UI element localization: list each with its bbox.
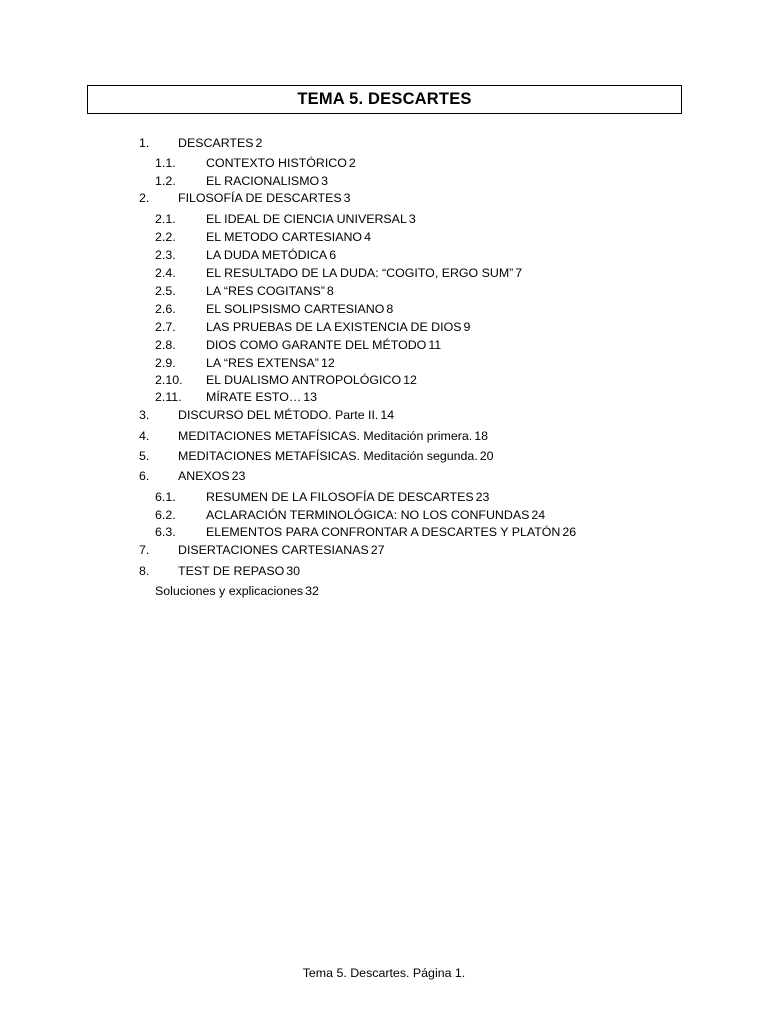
toc-entry-number: 1.1. bbox=[155, 156, 176, 170]
toc-entry-label: ACLARACIÓN TERMINOLÓGICA: NO LOS CONFUNDAS bbox=[206, 508, 530, 522]
toc-entry-page: 2 bbox=[348, 156, 356, 170]
toc-entry-number: 2.5. bbox=[155, 284, 176, 298]
toc-entry-label: DIOS COMO GARANTE DEL MÉTODO bbox=[206, 338, 427, 352]
toc-entry-page: 24 bbox=[531, 508, 546, 522]
toc-entry-label: LAS PRUEBAS DE LA EXISTENCIA DE DIOS bbox=[206, 320, 462, 334]
toc-entry-number: 2.9. bbox=[155, 356, 176, 370]
toc-entry-label: LA DUDA METÓDICA bbox=[206, 248, 328, 262]
toc-entry-label: MÍRATE ESTO… bbox=[206, 390, 302, 404]
toc-entry-number: 6.1. bbox=[155, 490, 176, 504]
toc-entry-page: 9 bbox=[463, 320, 471, 334]
toc-entry-label: TEST DE REPASO bbox=[178, 564, 285, 578]
toc-entry-number: 1.2. bbox=[155, 174, 176, 188]
toc-entry-number: 2. bbox=[139, 191, 150, 205]
toc-entry-page: 27 bbox=[370, 543, 385, 557]
toc-entry-number: 3. bbox=[139, 408, 150, 422]
toc-entry-page: 14 bbox=[380, 408, 395, 422]
toc-entry-label: EL IDEAL DE CIENCIA UNIVERSAL bbox=[206, 212, 407, 226]
toc-entry-number: 2.6. bbox=[155, 302, 176, 316]
toc-entry-number: 2.1. bbox=[155, 212, 176, 226]
toc-entry-page: 8 bbox=[326, 284, 334, 298]
toc-entry-label: LA “RES EXTENSA” bbox=[206, 356, 319, 370]
toc-entry-page: 3 bbox=[321, 174, 329, 188]
toc-entry-label: EL RACIONALISMO bbox=[206, 174, 320, 188]
toc-entry-page: 32 bbox=[305, 584, 319, 598]
toc-entry-number: 2.3. bbox=[155, 248, 176, 262]
toc-entry-label: CONTEXTO HISTÓRICO bbox=[206, 156, 347, 170]
toc-entry-number: 8. bbox=[139, 564, 150, 578]
toc-entry-number: 2.4. bbox=[155, 266, 176, 280]
toc-entry-number: 5. bbox=[139, 449, 150, 463]
toc-entry-number: 1. bbox=[139, 136, 150, 150]
toc-entry-label: MEDITACIONES METAFÍSICAS. Meditación segunda. bbox=[178, 449, 478, 463]
toc-entry-page: 26 bbox=[562, 525, 577, 539]
toc-entry-number: 6.3. bbox=[155, 525, 176, 539]
toc-entry-page: 18 bbox=[474, 429, 489, 443]
toc-entry-page: 30 bbox=[286, 564, 301, 578]
toc-entry-label: RESUMEN DE LA FILOSOFÍA DE DESCARTES bbox=[206, 490, 474, 504]
toc-entry-number: 2.10. bbox=[155, 373, 183, 387]
toc-entry-number: 2.11. bbox=[155, 390, 182, 404]
toc-entry-label: EL RESULTADO DE LA DUDA: “COGITO, ERGO SUM” bbox=[206, 266, 514, 280]
toc-entry-page: 3 bbox=[343, 191, 351, 205]
toc-entry-label: MEDITACIONES METAFÍSICAS. Meditación primera. bbox=[178, 429, 473, 443]
toc-entry-label: DISCURSO DEL MÉTODO. Parte II. bbox=[178, 408, 379, 422]
document-title: TEMA 5. DESCARTES bbox=[297, 90, 472, 108]
toc-entry-page: 12 bbox=[403, 373, 417, 387]
toc-entry-label: DESCARTES bbox=[178, 136, 254, 150]
toc-entry-number: 2.8. bbox=[155, 338, 176, 352]
toc-entry-label: ANEXOS bbox=[178, 469, 230, 483]
toc-entry-label: DISERTACIONES CARTESIANAS bbox=[178, 543, 369, 557]
toc-entry-number: 2.2. bbox=[155, 230, 176, 244]
toc-entry-label: EL SOLIPSISMO CARTESIANO bbox=[206, 302, 385, 316]
toc-entry-page: 4 bbox=[364, 230, 371, 244]
toc-entry-label: ELEMENTOS PARA CONFRONTAR A DESCARTES Y PLATÓN bbox=[206, 525, 561, 539]
toc-entry-number: 6. bbox=[139, 469, 150, 483]
toc-entry-page: 2 bbox=[255, 136, 263, 150]
toc-entry-page: 12 bbox=[320, 356, 335, 370]
toc-entry-page: 13 bbox=[303, 390, 318, 404]
toc-entry-page: 7 bbox=[515, 266, 523, 280]
toc-entry-number: 4. bbox=[139, 429, 150, 443]
toc-entry-page: 23 bbox=[475, 490, 490, 504]
toc-entry-label: FILOSOFÍA DE DESCARTES bbox=[178, 191, 342, 205]
toc-entry-page: 11 bbox=[428, 338, 442, 352]
toc-entry-page: 8 bbox=[386, 302, 394, 316]
toc-entry-page: 6 bbox=[329, 248, 337, 262]
toc-entry-page: 23 bbox=[231, 469, 246, 483]
toc-entry-page: 20 bbox=[479, 449, 494, 463]
toc-entry-label: Soluciones y explicaciones bbox=[155, 584, 304, 598]
toc-entry-label: EL METODO CARTESIANO bbox=[206, 230, 363, 244]
toc-entry-label: LA “RES COGITANS” bbox=[206, 284, 325, 298]
toc-entry-page: 3 bbox=[408, 212, 416, 226]
toc-entry-number: 2.7. bbox=[155, 320, 176, 334]
toc-entry-number: 6.2. bbox=[155, 508, 176, 522]
toc-entry-number: 7. bbox=[139, 543, 150, 557]
toc-entry-label: EL DUALISMO ANTROPOLÓGICO bbox=[206, 373, 402, 387]
page-footer: Tema 5. Descartes. Página 1. bbox=[302, 966, 466, 980]
